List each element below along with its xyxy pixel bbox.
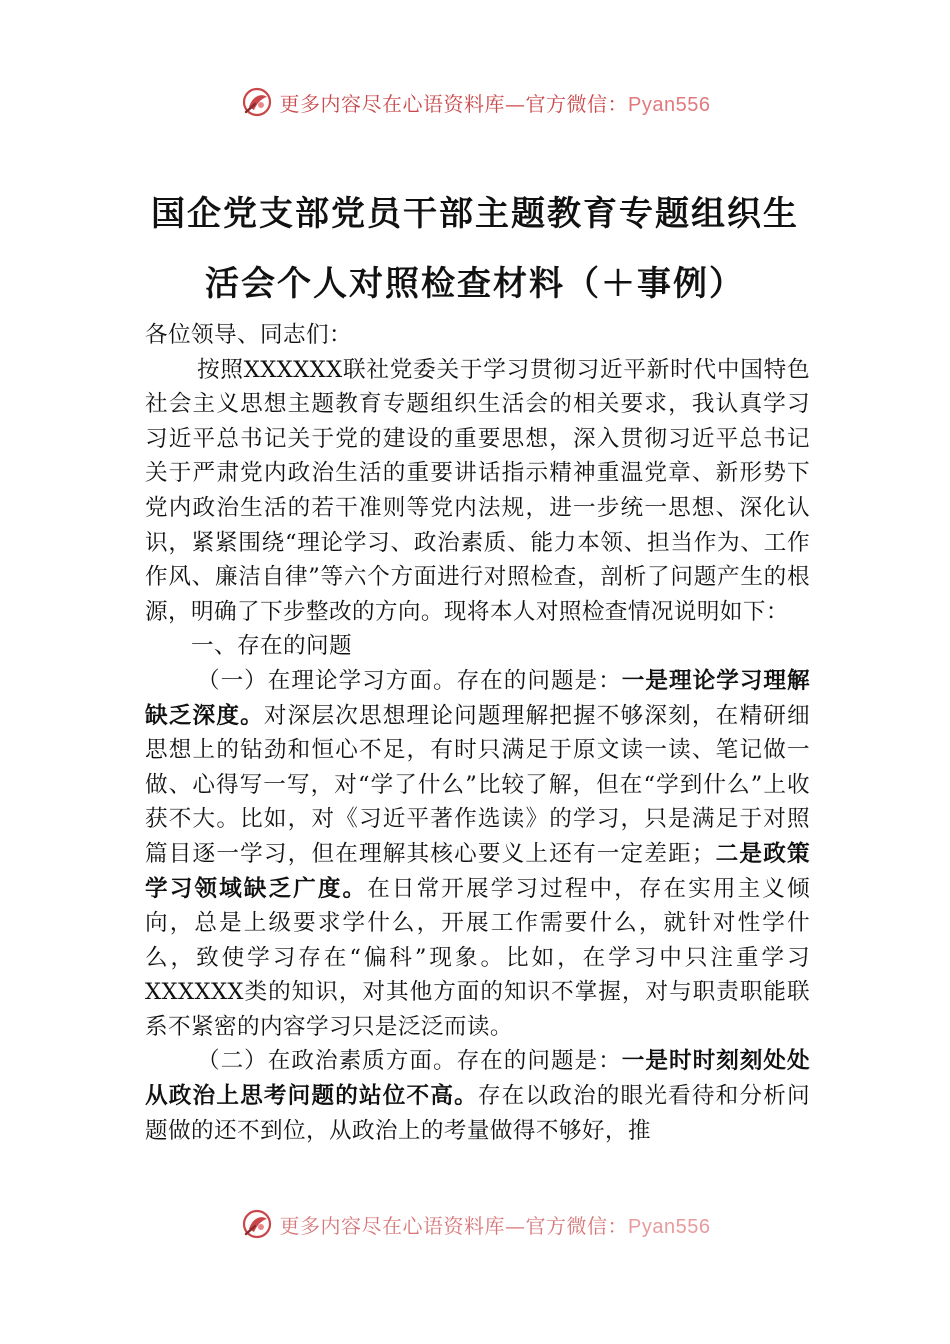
- document-title-line-1: 国企党支部党员干部主题教育专题组织生: [151, 194, 799, 234]
- watermark-footer: [0, 1204, 950, 1244]
- salutation: 各位领导、同志们：: [145, 322, 352, 348]
- watermark-text: 更多内容尽在心语资料库—官方微信：Pyan556: [279, 1213, 711, 1238]
- section-heading-problems: 一、存在的问题: [191, 633, 352, 660]
- brand-logo-icon: [240, 1207, 274, 1241]
- document-body: [145, 318, 810, 1148]
- paragraph-political-quality: （二）在政治素质方面。存在的问题是：一是时时刻刻处处从政治上思考问题的站位不高。存在以政治的眼光看待和分析问题做的还不到位，从政治上的考量做得不够好，推: [145, 1048, 810, 1144]
- document-title-line-2: 活会个人对照检查材料（＋事例）: [205, 264, 745, 304]
- paragraph-theory-study: （一）在理论学习方面。存在的问题是：一是理论学习理解缺乏深度。对深层次思想理论问题理解把握不够深刻，在精研细思想上的钻劲和恒心不足，有时只满足于原文读一读、笔记做一做、心得写一写，对“学了什么”比较了解，但在“学到什么”上收获不大。比如，对《习近平著作选读》的学习，只是满足于对照篇目逐一学习，但在理解其核心要义上还有一定差距；二是政策学习领域缺乏广度。在日常开展学习过程中，存在实用主义倾向，总是上级要求学什么，开展工作需要什么，就针对性学什么，致使学习存在“偏科”现象。比如，在学习中只注重学习XXXXXX类的知识，对其他方面的知识不掌握，对与职责职能联系不紧密的内容学习只是泛泛而读。: [145, 667, 810, 1040]
- watermark-text: 更多内容尽在心语资料库—官方微信：Pyan556: [279, 91, 711, 116]
- watermark-header: [0, 82, 950, 122]
- brand-logo-icon: [240, 85, 274, 119]
- intro-paragraph: 按照XXXXXX联社党委关于学习贯彻习近平新时代中国特色社会主义思想主题教育专题组织生活会的相关要求，我认真学习习近平总书记关于党的建设的重要思想，深入贯彻习近平总书记关于严肃党内政治生活的重要讲话指示精神重温党章、新形势下党内政治生活的若干准则等党内法规，进一步统一思想、深化认识，紧紧围绕“理论学习、政治素质、能力本领、担当作为、工作作风、廉洁自律”等六个方面进行对照检查，剖析了问题产生的根源，明确了下步整改的方向。现将本人对照检查情况说明如下：: [145, 356, 810, 625]
